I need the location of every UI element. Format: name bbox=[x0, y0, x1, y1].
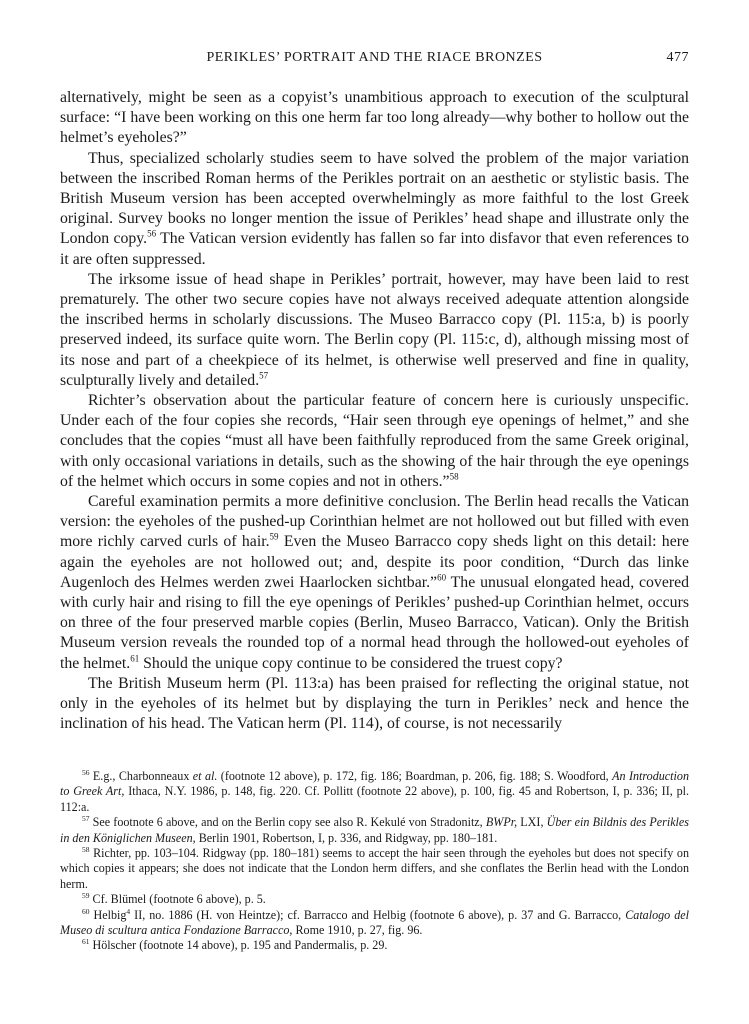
footnote-number: 61 bbox=[82, 937, 90, 947]
text-run: The irksome issue of head shape in Perikles’ portrait, however, may have been laid to rest prematurely. The other two secure copies have not always received adequate attention alongside the inscribed herms in scholarly discussions. The Museo Barracco copy (Pl. 115:a, b) is poorly preserved indeed, its surface quite worn. The Berlin copy (Pl. 115:c, d), although missing most of its nose and part of a cheekpiece of its helmet, is otherwise well preserved and fine in quality, sculpturally lively and detailed. bbox=[60, 270, 689, 389]
italic-run: BWPr, bbox=[485, 815, 518, 830]
footnote-number: 57 bbox=[82, 814, 90, 824]
running-title: PERIKLES’ PORTRAIT AND THE RIACE BRONZES bbox=[206, 50, 543, 65]
text-run: II, no. 1886 (H. von Heintze); cf. Barracco and Helbig (footnote 6 above), p. 37 and G. Barracco, bbox=[130, 907, 626, 922]
footnotes bbox=[60, 769, 689, 954]
paragraph-2 bbox=[60, 149, 689, 270]
text-run: Rome 1910, p. 27, fig. 96. bbox=[292, 923, 423, 938]
footnote-59 bbox=[60, 892, 689, 907]
text-run: Even the Museo Barracco copy sheds light on this detail: here again the eyeholes are not hollowed out; and, despite its poor condition, “Durch das linke Augenloch des Helmes werden zwei Haarlocken sichtbar.” bbox=[60, 533, 689, 591]
italic-run: et al. bbox=[192, 769, 218, 783]
footnote-number: 58 bbox=[82, 845, 90, 854]
text-run: See footnote 6 above, and on the Berlin copy see also R. Kekulé von Stradonitz, bbox=[89, 815, 486, 830]
paragraph-1: alternatively, might be seen as a copyist’s unambitious approach to execution of the sculptural surface: “I have been working on this one herm far too long already—why bother to hollow out the helmet’s eyeholes?” bbox=[60, 89, 689, 147]
footnote-ref-60[interactable]: 60 bbox=[437, 572, 447, 583]
text-run: Richter’s observation about the particular feature of concern here is curiously unspecific. Under each of the four copies she records, “Hair seen through eye openings of helmet,” and she concludes that the copies “must all have been faithfully reproduced from the same Greek original, with only occasional variations in details, such as the showing of the hair through the eye openings of the helmet which occurs in some copies and not in others.” bbox=[60, 392, 689, 490]
text-run: Helbig bbox=[89, 907, 127, 922]
italic-run: Catalogo del Museo di scultura antica Fondazione Barracco, bbox=[60, 907, 689, 938]
footnote-ref-56[interactable]: 56 bbox=[147, 229, 157, 240]
text-run: Berlin 1901, Robertson, I, p. 336, and Ridgway, pp. 180–181. bbox=[195, 830, 498, 845]
paragraph-4 bbox=[60, 391, 689, 492]
footnote-ref-61[interactable]: 61 bbox=[130, 653, 140, 664]
text-run: (footnote 12 above), p. 172, fig. 186; Boardman, p. 206, fig. 188; S. Woodford, bbox=[217, 769, 613, 783]
body-text bbox=[60, 88, 689, 735]
paragraph-6: The British Museum herm (Pl. 113:a) has been praised for reflecting the original statue, not only in the eyeholes of its helmet but by displaying the turn in Perikles’ neck and hence the inclination of his head. The Vatican herm (Pl. 114), of course, is not necessarily bbox=[60, 674, 689, 733]
text-run: Should the unique copy continue to be considered the truest copy? bbox=[139, 654, 563, 672]
footnote-57 bbox=[60, 815, 689, 846]
text-run: Careful examination permits a more definitive conclusion. The Berlin head recalls the Vatican version: the eyeholes of the pushed-up Corinthian helmet are not hollowed out but filled with even more richly carved curls of hair. bbox=[60, 493, 689, 551]
text-run: Cf. Blümel (footnote 6 above), p. 5. bbox=[89, 892, 266, 907]
paragraph-3 bbox=[60, 270, 689, 391]
footnote-ref-59[interactable]: 59 bbox=[269, 532, 279, 543]
text-run: Richter, pp. 103–104. Ridgway (pp. 180–181) seems to accept the hair seen through the eyeholes but does not specify on which copies it appears; she does not indicate that the London herm differs, and she conflates the Berlin head with the London herm. bbox=[60, 846, 689, 891]
text-run: LXI, bbox=[517, 815, 547, 830]
text-run: Hölscher (footnote 14 above), p. 195 and Pandermalis, p. 29. bbox=[89, 938, 388, 953]
text-run: The unusual elongated head, covered with curly hair and rising to fill the eye openings of Perikles’ pushed-up Corinthian helmet, occurs on three of the four preserved marble copies (Berlin, Museo Barracco, Vatican). Only the British Museum version reveals the rounded top of a normal head through the hollowed-out eyeholes of the helmet. bbox=[60, 573, 689, 672]
footnote-56 bbox=[60, 769, 689, 815]
footnote-ref-58[interactable]: 58 bbox=[449, 471, 459, 482]
text-run: Thus, specialized scholarly studies seem to have solved the problem of the major variation between the inscribed Roman herms of the Perikles portrait on an aesthetic or stylistic basis. The British Museum version has been accepted overwhelmingly as more faithful to the lost Greek original. Survey books no longer mention the issue of Perikles’ head shape and illustrate only the London copy. bbox=[60, 149, 689, 248]
edition-superscript: 4 bbox=[126, 906, 131, 916]
paragraph-5 bbox=[60, 492, 689, 674]
footnote-number: 60 bbox=[82, 906, 90, 916]
footnote-number: 59 bbox=[82, 891, 90, 901]
footnote-number: 56 bbox=[82, 767, 90, 777]
footnote-ref-57[interactable]: 57 bbox=[259, 370, 269, 381]
italic-run: Über ein Bildnis des Perikles in den Königlichen Museen, bbox=[60, 815, 689, 845]
text-run: Ithaca, N.Y. 1986, p. 148, fig. 220. Cf. Pollitt (footnote 22 above), p. 100, fig. 45 and Robertson, I, p. 336; II, pl. 112:a. bbox=[60, 784, 689, 814]
text-run: E.g., Charbonneaux bbox=[89, 769, 193, 783]
footnote-60 bbox=[60, 908, 689, 939]
footnote-58 bbox=[60, 846, 689, 892]
footnote-61 bbox=[60, 938, 689, 953]
italic-run: An Introduction to Greek Art, bbox=[60, 769, 689, 799]
text-run: The Vatican version evidently has fallen so far into disfavor that even references to it are often suppressed. bbox=[60, 230, 689, 268]
page-number: 477 bbox=[666, 50, 689, 65]
